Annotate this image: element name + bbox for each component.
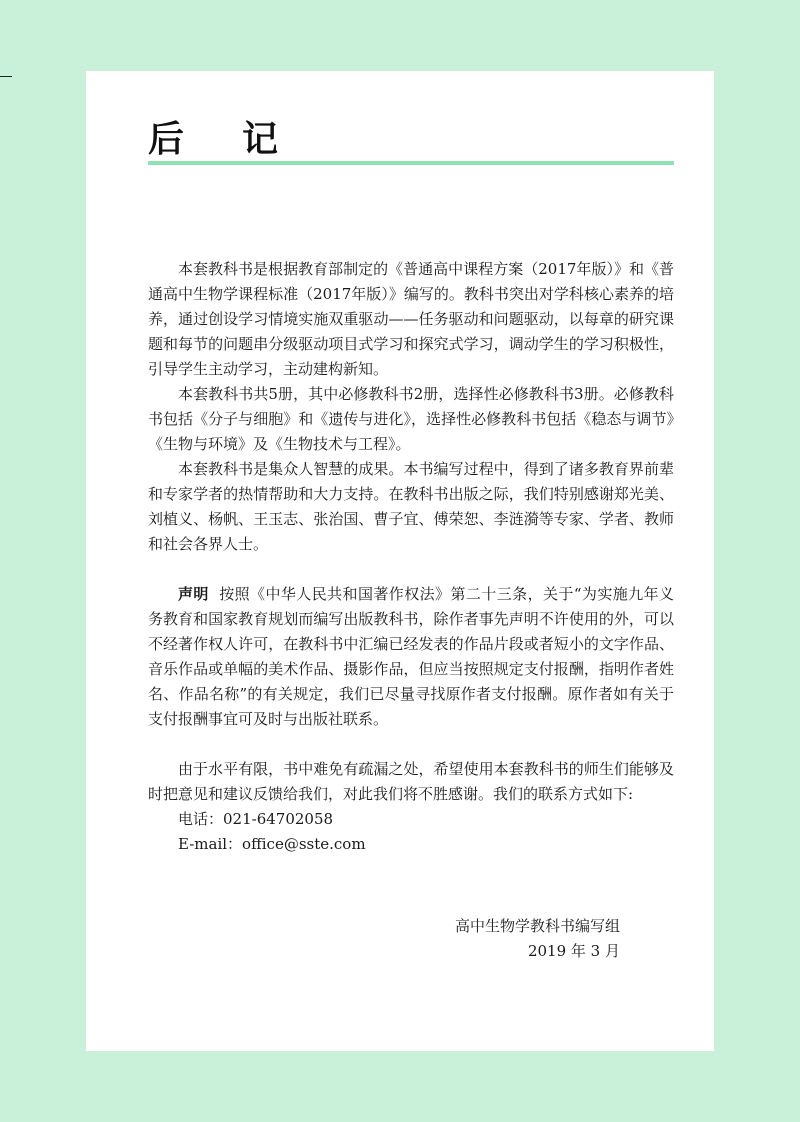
title-char-1: 后 bbox=[148, 119, 185, 160]
paragraph-volumes: 本套教科书共5册，其中必修教科书2册，选择性必修教科书3册。必修教科书包括《分子与细胞》和《遗传与进化》，选择性必修教科书包括《稳态与调节》《生物与环境》及《生物技术与工程》。 bbox=[148, 385, 674, 453]
declaration-text: 按照《中华人民共和国著作权法》第二十三条，关于“为实施九年义务教育和国家教育规划而编写出版教科书，除作者事先声明不许使用的外，可以不经著作权人许可，在教科书中汇编已经发表的作品片段或者短小的文字作品、音乐作品或单幅的美术作品、摄影作品，但应当按照规定支付报酬，指明作者姓名、作品名称”的有关规定，我们已尽量寻找原作者支付报酬。原作者如有关于支付报酬事宜可及时与出版社联系。 bbox=[148, 585, 674, 728]
page bbox=[86, 71, 714, 1051]
contact-phone: 电话：021-64702058 bbox=[178, 810, 334, 828]
declaration bbox=[148, 582, 674, 732]
contact-email: E-mail：office@sste.com bbox=[178, 835, 366, 853]
body-text bbox=[148, 257, 674, 857]
paragraph-intro: 本套教科书是根据教育部制定的《普通高中课程方案（2017年版）》和《普通高中生物学课程标准（2017年版）》编写的。教科书突出对学科核心素养的培养，通过创设学习情境实施双重驱动——任务驱动和问题驱动，以每章的研究课题和每节的问题串分级驱动项目式学习和探究式学习，调动学生的学习积极性，引导学生主动学习，主动建构新知。 bbox=[148, 260, 674, 378]
margin-tick bbox=[0, 76, 12, 77]
signature-date: 2019 年 3 月 bbox=[527, 942, 620, 960]
title-char-2: 记 bbox=[242, 119, 279, 160]
page-title bbox=[148, 111, 278, 162]
paragraph-thanks: 本套教科书是集众人智慧的成果。本书编写过程中，得到了诸多教育界前辈和专家学者的热情帮助和大力支持。在教科书出版之际，我们特别感谢郑光美、刘植义、杨帆、王玉志、张治国、曹子宜、傅荣恕、李涟漪等专家、学者、教师和社会各界人士。 bbox=[148, 460, 674, 553]
declaration-label: 声明 bbox=[178, 585, 209, 603]
title-underline bbox=[148, 161, 674, 165]
signature-org: 高中生物学教科书编写组 bbox=[454, 917, 620, 935]
paragraph-feedback: 由于水平有限，书中难免有疏漏之处，希望使用本套教科书的师生们能够及时把意见和建议反馈给我们，对此我们将不胜感谢。我们的联系方式如下: bbox=[148, 760, 674, 803]
